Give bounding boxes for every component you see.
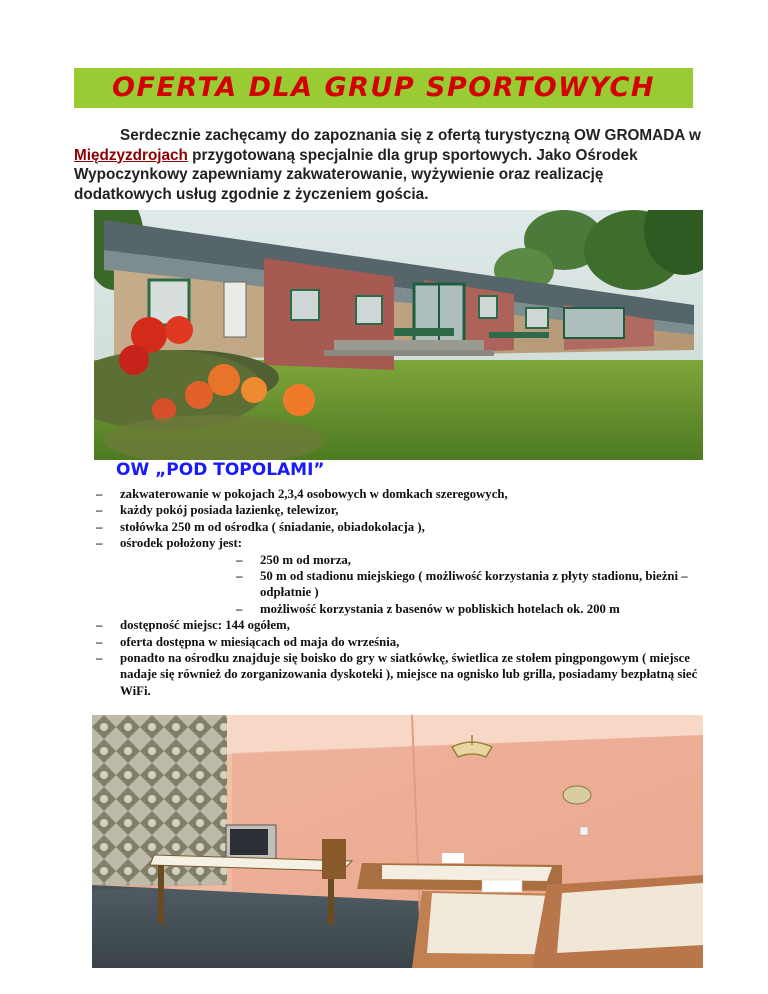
list-item xyxy=(94,535,704,551)
section-title: OW „POD TOPOLAMI” xyxy=(116,460,325,480)
sub-list-item xyxy=(94,552,704,568)
bullet-dash: – xyxy=(96,487,103,501)
list-item xyxy=(94,634,704,650)
bullet-dash: – xyxy=(96,503,103,518)
bullet-dash: – xyxy=(236,601,243,616)
city-link[interactable]: Międzyzdrojach xyxy=(74,146,188,164)
list-item-text: zakwaterowanie w pokojach 2,3,4 osobowych w domkach szeregowych, xyxy=(120,487,508,501)
list-item xyxy=(94,617,704,633)
bullet-dash: – xyxy=(96,519,103,534)
list-item-text: ośrodek położony jest: xyxy=(120,536,243,551)
sub-item-text: możliwość korzystania z basenów w pobliskich hotelach ok. 200 m xyxy=(260,601,620,616)
bullet-dash: – xyxy=(236,552,243,567)
bullet-dash: – xyxy=(96,536,103,551)
list-item-text: oferta dostępna w miesiącach od maja do września, xyxy=(120,634,400,649)
list-item xyxy=(94,502,704,518)
bullet-dash: – xyxy=(96,651,103,666)
sub-item-text: 50 m od stadionu miejskiego ( możliwość korzystania z płyty stadionu, bieżni – odpłatnie ) xyxy=(260,569,688,600)
list-item xyxy=(94,650,704,699)
list-item-text: stołówka 250 m od ośrodka ( śniadanie, obiadokolacja ), xyxy=(120,519,425,534)
list-item xyxy=(94,486,704,502)
sub-list-item xyxy=(94,568,704,601)
sub-list-item xyxy=(94,601,704,617)
offer-list xyxy=(94,486,704,699)
room-photo xyxy=(92,715,703,968)
list-item xyxy=(94,519,704,535)
list-item-text: ponadto na ośrodku znajduje się boisko do gry w siatkówkę, świetlica ze stołem pingpongowym ( miejsce nadaje się również do zorganizowania dyskoteki ), miejsce na ognisko lub grilla, posiadamy bezpłatną sieć WiFi. xyxy=(120,651,698,698)
intro-text-end: przygotowaną specjalnie dla grup sportowych. Jako Ośrodek Wypoczynkowy zapewniamy zakwaterowanie, wyżywienie oraz realizację dodatkowych usług zgodnie z życzeniem gościa. xyxy=(74,146,638,203)
sub-item-text: 250 m od morza, xyxy=(260,552,351,567)
bullet-dash: – xyxy=(96,618,103,633)
building-photo xyxy=(94,210,703,460)
intro-paragraph xyxy=(74,126,704,204)
title-banner xyxy=(74,68,693,108)
intro-text-start: Serdecznie zachęcamy do zapoznania się z ofertą turystyczną OW GROMADA w xyxy=(120,127,701,144)
list-item-text: każdy pokój posiada łazienkę, telewizor, xyxy=(120,503,339,518)
bullet-dash: – xyxy=(96,634,103,649)
bullet-dash: – xyxy=(236,569,243,584)
page-title: OFERTA DLA GRUP SPORTOWYCH xyxy=(112,72,655,103)
list-item-text: dostępność miejsc: 144 ogółem, xyxy=(120,618,290,633)
